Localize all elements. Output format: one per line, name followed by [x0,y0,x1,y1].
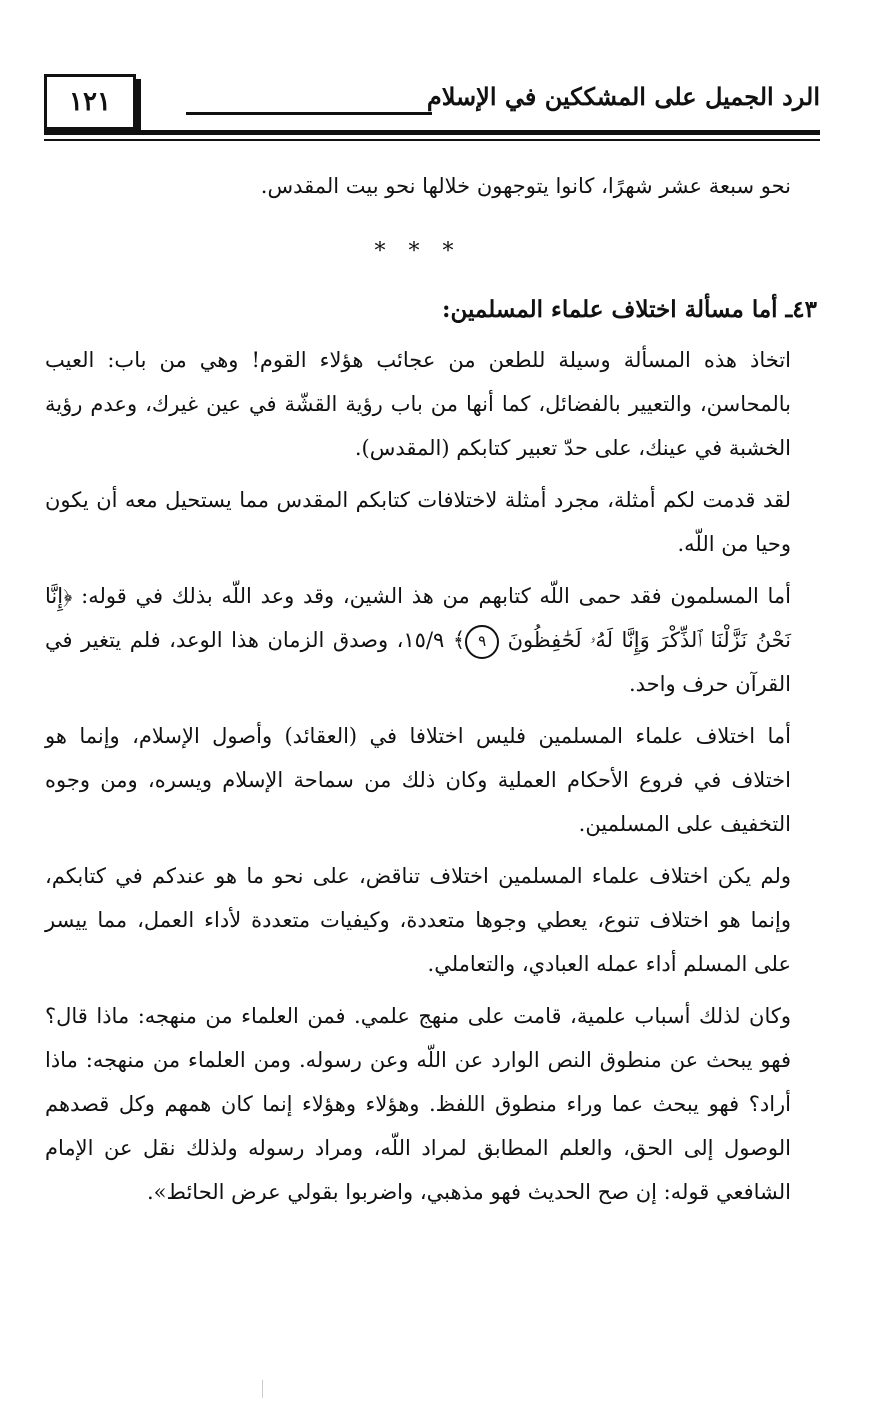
paragraph-3-intro: أما المسلمون فقد حمى اللّه كتابهم من هذ الشين، وقد وعد اللّه بذلك في قوله: [81,584,791,608]
scan-mark [262,1380,263,1398]
ayah-number-marker: ٩ [465,625,499,659]
header-rule-thin [44,139,820,141]
paragraph-3 [45,574,791,706]
paragraph-1: اتخاذ هذه المسألة وسيلة للطعن من عجائب هؤلاء القوم! وهي من باب: العيب بالمحاسن، والتعيير بالفضائل، كما أنها من باب رؤية القشّة في عين غيرك، وعدم رؤية الخشبة في عينك، على حدّ تعبير كتابكم (المقدس). [45,348,791,460]
page-number-box [44,74,136,130]
section-separator: * * * [374,239,462,264]
paragraph-3-rest: ١٥/٩، وصدق الزمان هذا الوعد، فلم يتغير في القرآن حرف واحد. [45,628,791,696]
quran-verse-close: ﴾ [452,628,466,652]
paragraph-6: وكان لذلك أسباب علمية، قامت على منهج علمي. فمن العلماء من منهجه: ماذا قال؟ فهو يبحث عن منطوق النص الوارد عن اللّه وعن رسوله. ومن العلماء من منهجه: ماذا أراد؟ فهو يبحث عما وراء منطوق اللفظ. وهؤلاء وهؤلاء إنما كان همهم وكل قصدهم الوصول إلى الحق، والعلم المطابق لمراد اللّه، ومراد رسوله ولذلك نقل عن الإمام الشافعي قوله: إن صح الحديث فهو مذهبي، واضربوا بقولي عرض الحائط». [45,1004,791,1204]
paragraph-2: لقد قدمت لكم أمثلة، مجرد أمثلة لاختلافات كتابكم المقدس مما يستحيل معه أن يكون وحيا من اللّه. [45,488,791,556]
paragraph-4: أما اختلاف علماء المسلمين فليس اختلافا في (العقائد) وأصول الإسلام، وإنما هو اختلاف في فروع الأحكام العملية وكان ذلك من سماحة الإسلام ويسره، ومن وجوه التخفيف على المسلمين. [45,724,791,836]
page-body [45,164,817,1222]
header-rule-thick [44,130,820,135]
running-title: الرد الجميل على المشككين في الإسلام [426,82,820,111]
paragraph-5: ولم يكن اختلاف علماء المسلمين اختلاف تناقض، على نحو ما هو عندكم في كتابكم، وإنما هو اختلاف تنوع، يعطي وجوها متعددة، وكيفيات متعددة لأداء العمل، مما ييسر على المسلم أداء عمله العبادي، والتعاملي. [45,864,791,976]
page-number: ١٢١ [69,87,111,117]
quran-verse: ﴿إِنَّا نَحْنُ نَزَّلْنَا ٱلذِّكْرَ وَإِنَّا لَهُۥ لَحَٰفِظُونَ [45,584,791,652]
continued-line: نحو سبعة عشر شهرًا، كانوا يتوجهون خلالها نحو بيت المقدس. [260,174,791,198]
header-dash-rule [186,112,432,115]
section-heading: ٤٣ـ أما مسألة اختلاف علماء المسلمين: [441,296,817,323]
